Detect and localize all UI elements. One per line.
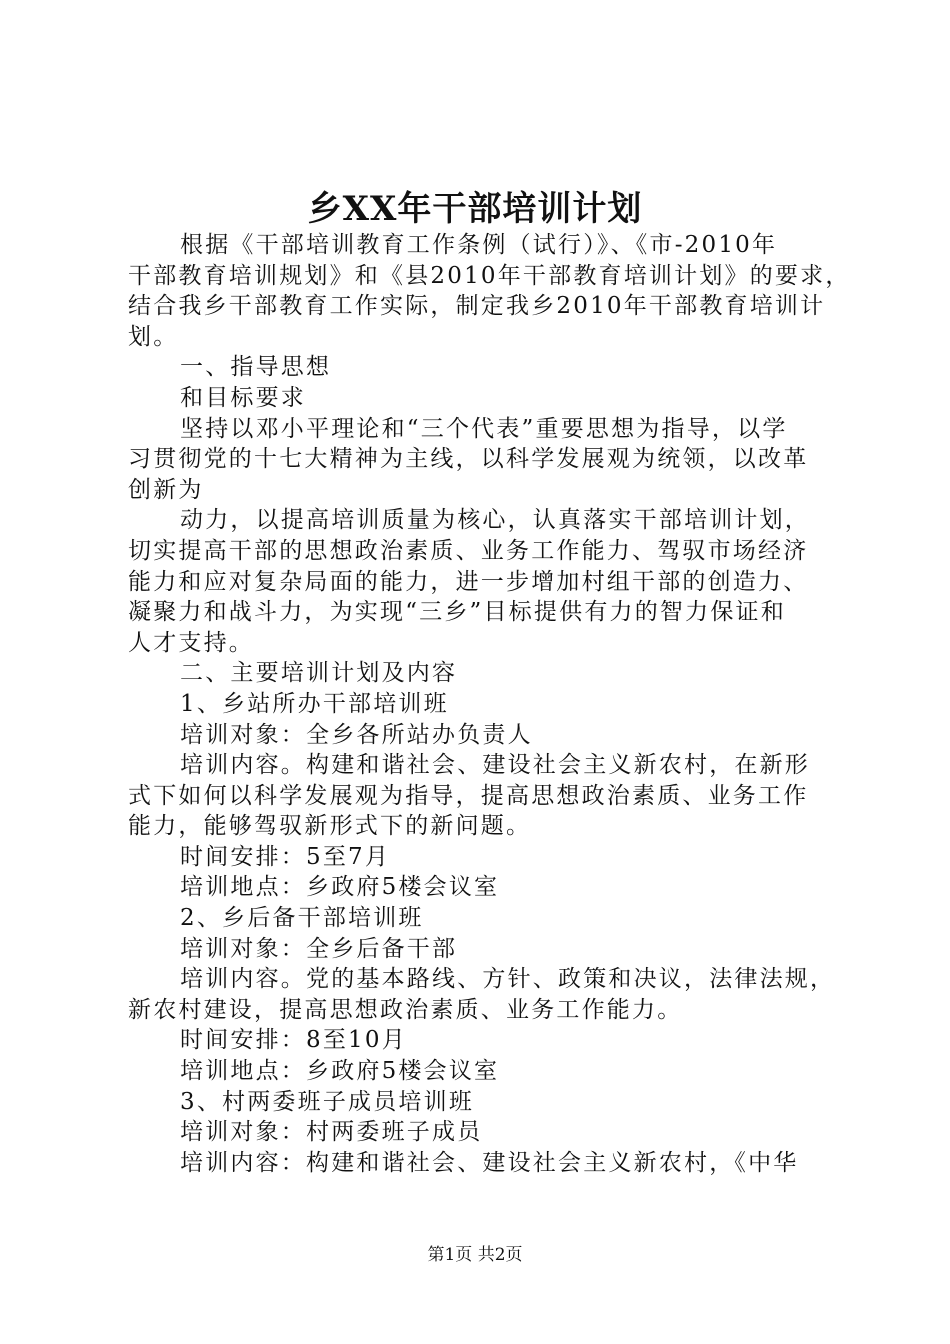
text-line: 创新为 bbox=[128, 476, 204, 503]
document-body bbox=[128, 230, 851, 1178]
text-line: 干部教育培训规划》和《县2010年干部教育培训计划》的要求， bbox=[128, 262, 851, 289]
text-line: 培训地点：乡政府5楼会议室 bbox=[180, 874, 500, 901]
text-line: 时间安排：8至10月 bbox=[180, 1027, 407, 1054]
page-footer: 第1页 共2页 bbox=[427, 1245, 523, 1265]
text-line: 式下如何以科学发展观为指导，提高思想政治素质、业务工作 bbox=[128, 782, 809, 809]
text-line: 培训对象：村两委班子成员 bbox=[180, 1119, 483, 1146]
text-line: 一、指导思想 bbox=[180, 354, 332, 381]
text-line: 新农村建设，提高思想政治素质、业务工作能力。 bbox=[128, 996, 683, 1023]
text-line: 时间安排：5至7月 bbox=[180, 843, 391, 870]
text-line: 培训内容。构建和谐社会、建设社会主义新农村，在新形 bbox=[180, 752, 810, 779]
text-line: 3、村两委班子成员培训班 bbox=[180, 1088, 475, 1115]
text-line: 习贯彻党的十七大精神为主线，以科学发展观为统领，以改革 bbox=[128, 446, 809, 473]
text-line: 培训对象：全乡各所站办负责人 bbox=[180, 721, 533, 748]
document-title: 乡XX年干部培训计划 bbox=[307, 189, 643, 229]
text-line: 二、主要培训计划及内容 bbox=[180, 660, 458, 687]
text-line: 划。 bbox=[128, 323, 179, 350]
text-line: 结合我乡干部教育工作实际，制定我乡2010年干部教育培训计 bbox=[128, 293, 826, 320]
text-line: 人才支持。 bbox=[128, 629, 254, 656]
text-line: 坚持以邓小平理论和“三个代表”重要思想为指导，以学 bbox=[180, 415, 788, 442]
text-line: 1、乡站所办干部培训班 bbox=[180, 690, 449, 717]
text-line: 培训内容：构建和谐社会、建设社会主义新农村，《中华 bbox=[180, 1149, 799, 1176]
text-line: 能力和应对复杂局面的能力，进一步增加村组干部的创造力、 bbox=[128, 568, 809, 595]
text-line: 2、乡后备干部培训班 bbox=[180, 905, 424, 932]
text-line: 动力，以提高培训质量为核心，认真落实干部培训计划， bbox=[180, 507, 810, 534]
text-line: 和目标要求 bbox=[180, 384, 306, 411]
text-line: 培训地点：乡政府5楼会议室 bbox=[180, 1058, 500, 1085]
text-line: 培训内容。党的基本路线、方针、政策和决议，法律法规， bbox=[180, 966, 836, 993]
text-line: 根据《干部培训教育工作条例（试行）》、《市-2010年 bbox=[180, 232, 778, 258]
text-line: 切实提高干部的思想政治素质、业务工作能力、驾驭市场经济 bbox=[128, 537, 809, 564]
text-line: 培训对象：全乡后备干部 bbox=[180, 935, 458, 962]
text-line: 能力，能够驾驭新形式下的新问题。 bbox=[128, 813, 532, 840]
text-line: 凝聚力和战斗力，为实现“三乡”目标提供有力的智力保证和 bbox=[128, 599, 786, 626]
